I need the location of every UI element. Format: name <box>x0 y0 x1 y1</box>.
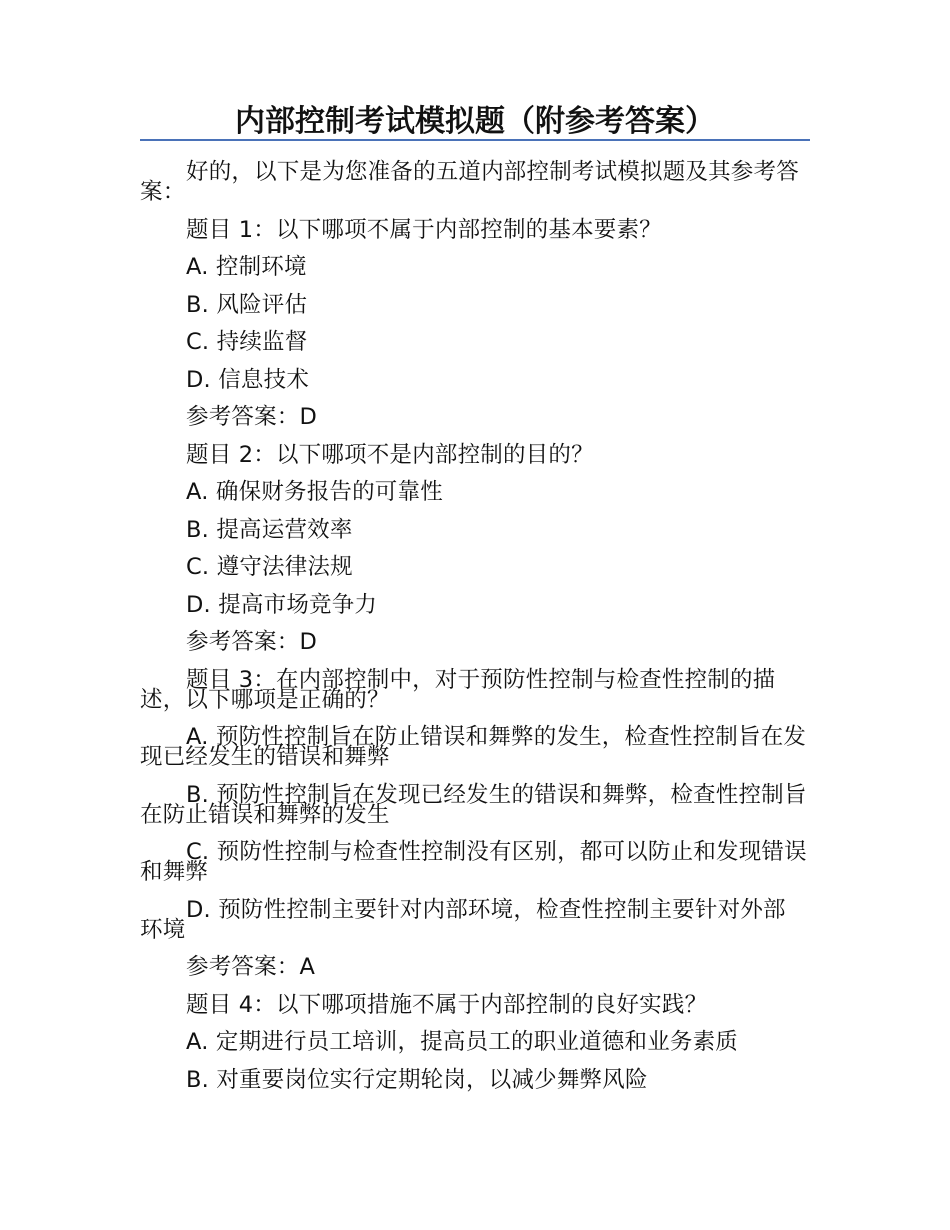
question-2-option-a: A. 确保财务报告的可靠性 <box>186 479 443 505</box>
question-1-option-a: A. 控制环境 <box>186 254 307 280</box>
question-2-option-b: B. 提高运营效率 <box>186 516 353 543</box>
question-3-option-c: C. 预防性控制与检查性控制没有区别，都可以防止和发现错误和舞弊 <box>140 839 807 885</box>
question-2-text: 题目 2：以下哪项不是内部控制的目的？ <box>186 441 594 468</box>
intro-paragraph: 好的，以下是为您准备的五道内部控制考试模拟题及其参考答案： <box>140 159 799 205</box>
question-1-option-d: D. 信息技术 <box>186 366 310 393</box>
question-3-option-b: B. 预防性控制旨在发现已经发生的错误和舞弊，检查性控制旨在防止错误和舞弊的发生 <box>140 781 807 828</box>
question-2-option-d: D. 提高市场竞争力 <box>186 591 378 618</box>
title-underline <box>140 139 810 141</box>
question-4-option-a: A. 定期进行员工培训，提高员工的职业道德和业务素质 <box>186 1029 739 1055</box>
question-3-text: 题目 3：在内部控制中，对于预防性控制与检查性控制的描述，以下哪项是正确的？ <box>140 666 776 713</box>
document-body <box>140 158 808 1099</box>
question-1-option-c: C. 持续监督 <box>186 329 308 355</box>
question-3-option-a: A. 预防性控制旨在防止错误和舞弊的发生，检查性控制旨在发现已经发生的错误和舞弊 <box>140 724 807 770</box>
question-1-answer: 参考答案：D <box>186 404 318 430</box>
question-4-option-b: B. 对重要岗位实行定期轮岗，以减少舞弊风险 <box>186 1066 648 1093</box>
question-1-text: 题目 1：以下哪项不属于内部控制的基本要素？ <box>186 216 662 243</box>
question-2-option-c: C. 遵守法律法规 <box>186 554 353 580</box>
question-3-answer: 参考答案：A <box>186 954 316 980</box>
question-4-text: 题目 4：以下哪项措施不属于内部控制的良好实践？ <box>186 991 708 1018</box>
question-2-answer: 参考答案：D <box>186 629 318 655</box>
question-3-option-d: D. 预防性控制主要针对内部环境，检查性控制主要针对外部环境 <box>140 896 786 943</box>
document-title: 内部控制考试模拟题（附参考答案） <box>235 104 715 139</box>
question-1-option-b: B. 风险评估 <box>186 291 308 318</box>
